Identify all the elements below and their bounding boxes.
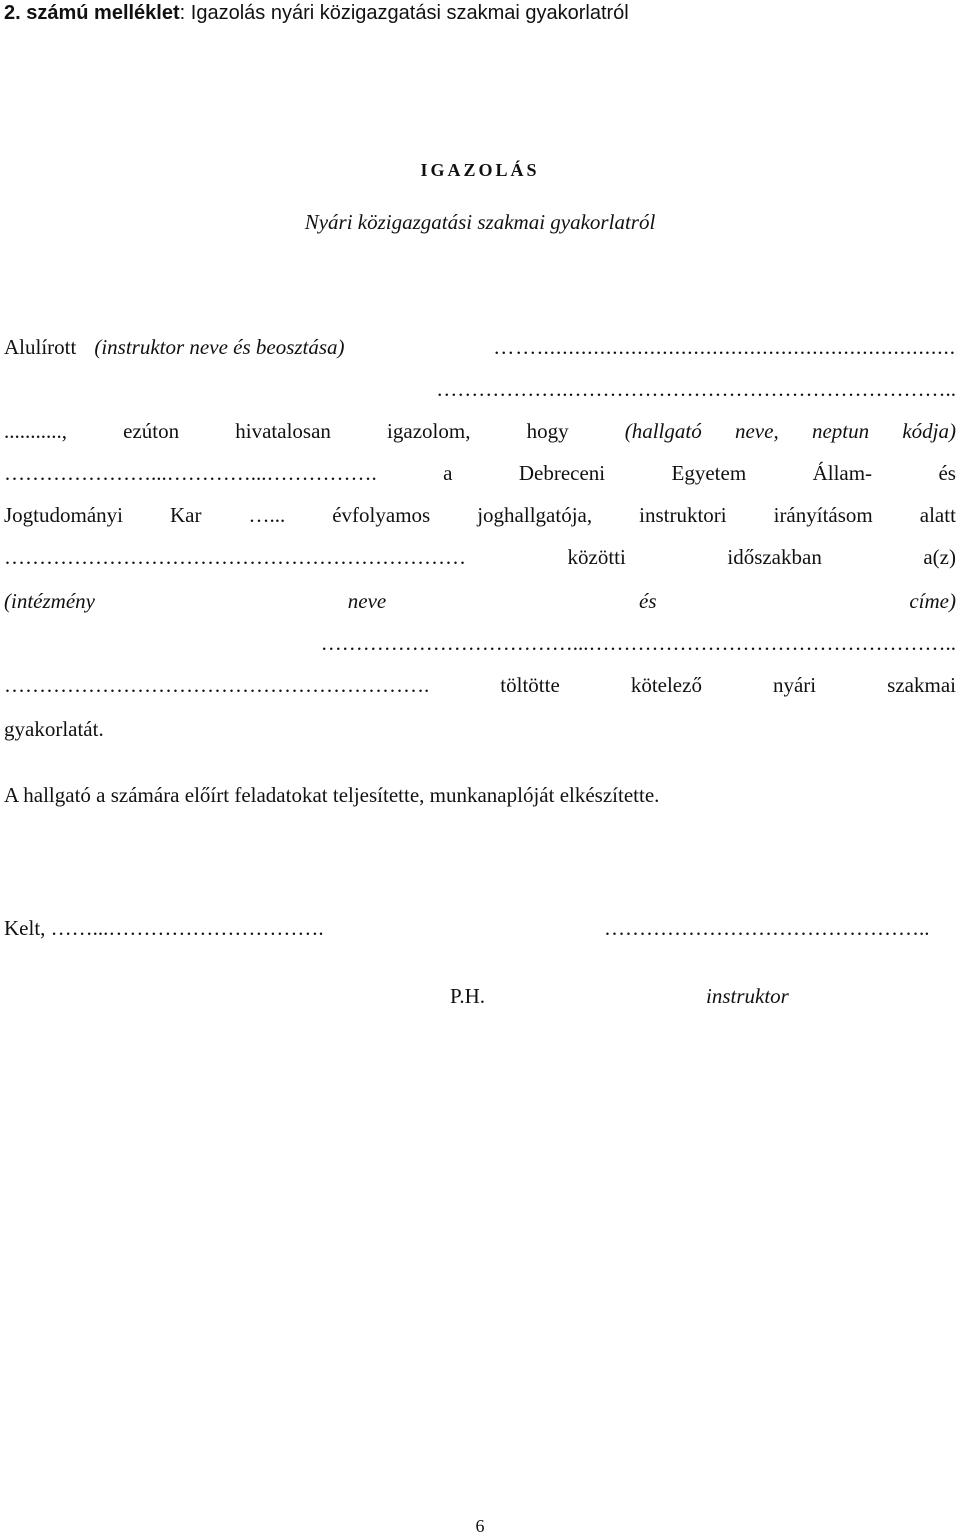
date-field: Kelt, ……...…………………………. [4,916,324,940]
fill-dots: ……………………………………………………. [4,673,430,697]
word: közötti [567,545,626,569]
word: Egyetem [671,461,747,485]
annex-header [4,2,629,25]
document-subtitle: Nyári közigazgatási szakmai gyakorlatról [304,210,656,234]
word: és [639,589,657,613]
word: ..........., [4,419,67,443]
completion-paragraph: A hallgató a számára előírt feladatokat teljesítette, munkanaplóját elkészítette. [4,783,660,807]
word: …... [248,503,286,527]
instructor-label: (instruktor neve és beosztása) [94,335,345,359]
word: szakmai [887,673,956,697]
word: hogy [526,419,569,443]
word: és [938,461,956,485]
word: instruktori [639,503,727,527]
line-8 [4,628,956,658]
document-title: IGAZOLÁS [420,160,540,180]
line-10 [4,714,956,744]
fill-dots: …………………...…………...……………. [4,461,377,485]
fill-dots: ………………………………...…………………………………………….. [320,631,956,655]
word: hivatalosan [235,419,331,443]
annex-number: 2. számú melléklet [4,2,180,24]
word: Állam- [812,461,873,485]
line-9 [4,670,956,700]
word: Kar [170,503,202,527]
word: Jogtudományi [4,503,123,527]
word: Debreceni [518,461,606,485]
word: nyári [772,673,817,697]
word: kötelező [630,673,702,697]
word: igazolom, [387,419,471,443]
signature-line: ……………………………………….. [604,916,930,940]
line-5 [4,500,956,530]
stamp-placeholder: P.H. [450,984,486,1008]
word: (intézmény [4,589,95,613]
word: ezúton [123,419,180,443]
annex-title: : Igazolás nyári közigazgatási szakmai gyakorlatról [179,2,629,24]
line-6 [4,542,956,572]
word: gyakorlatát. [4,717,104,741]
line-1 [4,332,956,362]
line-2 [4,374,956,404]
fill-dots: ………………………………………………………… [4,545,466,569]
word: irányításom [773,503,873,527]
word: időszakban [727,545,822,569]
word: joghallgatója, [477,503,593,527]
word: neve [347,589,387,613]
word: a [443,461,453,485]
word: töltötte [500,673,560,697]
word: alatt [919,503,956,527]
word: Alulírott [4,335,77,359]
fill-dots: ……………….……………………………………………….. [436,377,956,401]
line-3 [4,416,956,446]
fill-dots: ……................................................................... [493,335,956,359]
word: címe) [909,589,956,613]
instructor-signature-label: instruktor [706,984,789,1008]
word: a(z) [923,545,956,569]
line-7 [4,586,956,616]
line-4 [4,458,956,488]
page-number: 6 [475,1516,485,1536]
student-label: (hallgató neve, neptun kódja) [624,419,956,443]
word: évfolyamos [332,503,431,527]
